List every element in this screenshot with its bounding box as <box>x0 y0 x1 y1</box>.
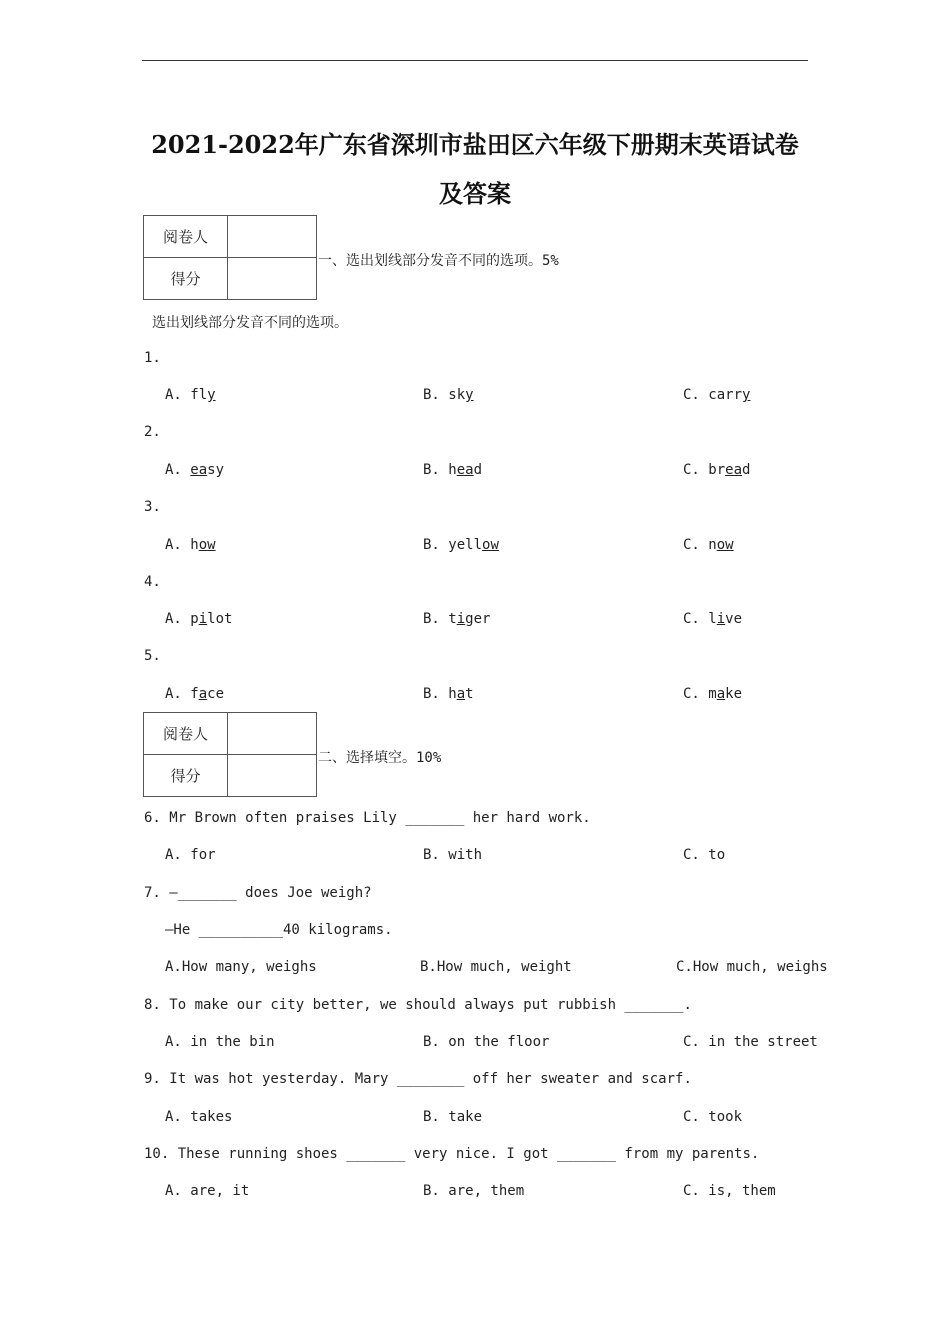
section1-instruction: 选出划线部分发音不同的选项。 <box>152 315 348 331</box>
reader-label: 阅卷人 <box>144 216 228 258</box>
option-b: B. yellow <box>423 537 499 553</box>
page-title: 2021-2022年广东省深圳市盐田区六年级下册期末英语试卷 <box>151 130 799 159</box>
option-a: A. in the bin <box>165 1034 275 1050</box>
question-number: 2. <box>144 424 161 440</box>
option-a: A. how <box>165 537 216 553</box>
option-a: A. face <box>165 686 225 702</box>
option-a: A. are, it <box>165 1183 250 1199</box>
header-rule <box>142 60 808 61</box>
option-a: A. easy <box>165 462 225 478</box>
option-a: A. for <box>165 847 216 863</box>
question-10: 10. These running shoes _______ very nice. I got _______ from my parents. <box>144 1146 760 1162</box>
section1-title: 一、选出划线部分发音不同的选项。5% <box>318 253 559 269</box>
question-6: 6. Mr Brown often praises Lily _______ her hard work. <box>144 810 591 826</box>
option-b: B. on the floor <box>423 1034 550 1050</box>
option-c: C. in the street <box>683 1034 818 1050</box>
section2-title: 二、选择填空。10% <box>318 750 442 766</box>
option-a: A.How many, weighs <box>165 959 317 975</box>
score-label: 得分 <box>144 258 228 300</box>
option-b: B. take <box>423 1109 483 1125</box>
option-a: A. fly <box>165 387 216 403</box>
score-field <box>228 258 317 300</box>
option-b: B. head <box>423 462 483 478</box>
option-c: C. live <box>683 611 743 627</box>
option-c: C. bread <box>683 462 751 478</box>
option-b: B.How much, weight <box>420 959 572 975</box>
option-c: C. carry <box>683 387 751 403</box>
question-7-answer-line: —He __________40 kilograms. <box>165 922 393 938</box>
reader-label: 阅卷人 <box>144 713 228 755</box>
option-c: C. is, them <box>683 1183 776 1199</box>
question-number: 1. <box>144 350 161 366</box>
question-number: 4. <box>144 574 161 590</box>
option-b: B. tiger <box>423 611 491 627</box>
option-b: B. sky <box>423 387 474 403</box>
option-a: A. takes <box>165 1109 233 1125</box>
option-b: B. hat <box>423 686 474 702</box>
score-box-section1 <box>143 215 317 300</box>
question-number: 5. <box>144 648 161 664</box>
option-b: B. are, them <box>423 1183 525 1199</box>
reader-field <box>228 713 317 755</box>
option-c: C. make <box>683 686 743 702</box>
score-box-section2 <box>143 712 317 797</box>
option-c: C. now <box>683 537 734 553</box>
score-label: 得分 <box>144 755 228 797</box>
question-9: 9. It was hot yesterday. Mary ________ off her sweater and scarf. <box>144 1071 692 1087</box>
option-c: C. to <box>683 847 726 863</box>
option-c: C. took <box>683 1109 743 1125</box>
option-a: A. pilot <box>165 611 233 627</box>
score-field <box>228 755 317 797</box>
page-title-line2: 及答案 <box>439 179 511 208</box>
question-8: 8. To make our city better, we should always put rubbish _______. <box>144 997 692 1013</box>
question-7: 7. —_______ does Joe weigh? <box>144 885 372 901</box>
option-b: B. with <box>423 847 483 863</box>
option-c: C.How much, weighs <box>676 959 828 975</box>
reader-field <box>228 216 317 258</box>
question-number: 3. <box>144 499 161 515</box>
